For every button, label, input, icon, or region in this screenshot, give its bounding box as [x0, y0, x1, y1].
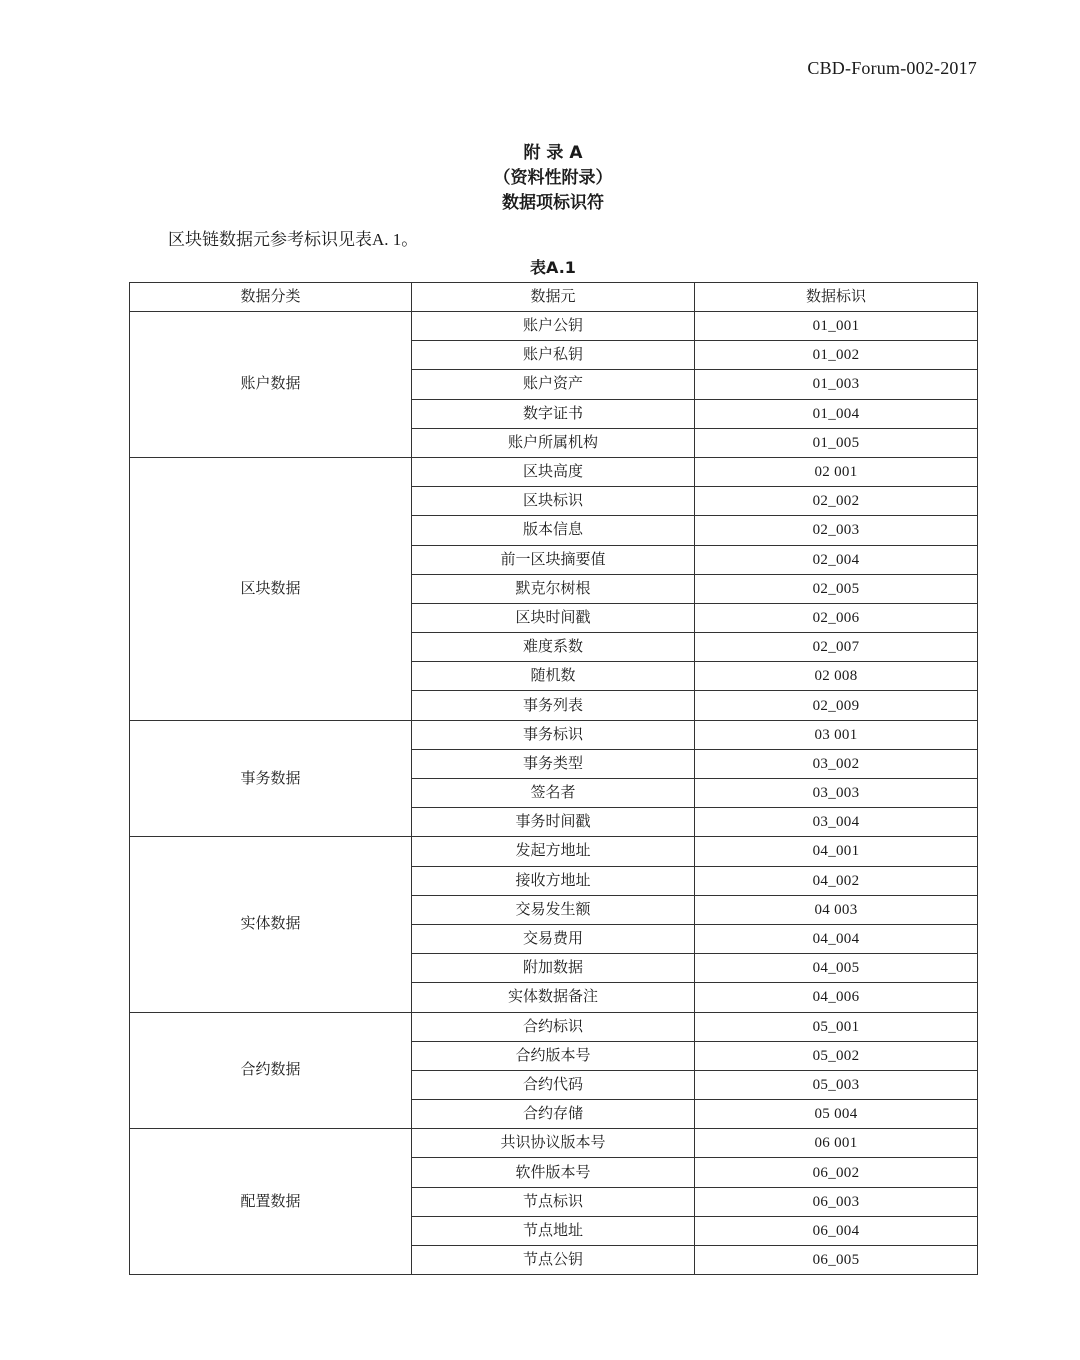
appendix-heading: 数据项标识符 — [502, 193, 604, 213]
data-identifier-cell: 03_004 — [695, 808, 978, 837]
data-element-cell: 事务类型 — [412, 749, 695, 778]
document-id: CBD-Forum-002-2017 — [807, 58, 977, 78]
data-identifier-cell: 05_001 — [695, 1012, 978, 1041]
category-cell: 区块数据 — [130, 457, 412, 720]
table-body — [130, 312, 978, 1275]
data-element-cell: 事务标识 — [412, 720, 695, 749]
data-element-cell: 事务列表 — [412, 691, 695, 720]
table-row — [130, 1129, 978, 1158]
data-element-cell: 节点地址 — [412, 1216, 695, 1245]
appendix-heading-block — [129, 141, 977, 216]
data-element-cell: 区块时间戳 — [412, 603, 695, 632]
data-element-cell: 区块标识 — [412, 487, 695, 516]
data-identifier-cell: 04_001 — [695, 837, 978, 866]
data-identifier-cell: 01_005 — [695, 428, 978, 457]
data-identifier-cell: 02_003 — [695, 516, 978, 545]
category-cell: 实体数据 — [130, 837, 412, 1012]
data-element-cell: 账户公钥 — [412, 312, 695, 341]
column-header-identifier: 数据标识 — [695, 283, 978, 312]
table-caption: 表A.1 — [530, 258, 576, 277]
data-identifier-cell: 04 003 — [695, 895, 978, 924]
data-identifier-cell: 06_005 — [695, 1246, 978, 1275]
category-cell: 事务数据 — [130, 720, 412, 837]
data-element-cell: 事务时间戳 — [412, 808, 695, 837]
data-identifier-cell: 03_002 — [695, 749, 978, 778]
category-cell: 账户数据 — [130, 312, 412, 458]
data-element-cell: 节点标识 — [412, 1187, 695, 1216]
data-identifier-cell: 01_004 — [695, 399, 978, 428]
data-identifier-cell: 04_006 — [695, 983, 978, 1012]
data-identifier-cell: 01_002 — [695, 341, 978, 370]
data-identifier-cell: 01_001 — [695, 312, 978, 341]
category-cell: 合约数据 — [130, 1012, 412, 1129]
data-element-cell: 合约标识 — [412, 1012, 695, 1041]
data-element-cell: 交易发生额 — [412, 895, 695, 924]
data-element-cell: 交易费用 — [412, 924, 695, 953]
table-row — [130, 1012, 978, 1041]
data-identifier-cell: 02 008 — [695, 662, 978, 691]
data-element-cell: 前一区块摘要值 — [412, 545, 695, 574]
data-element-cell: 附加数据 — [412, 954, 695, 983]
data-element-cell: 难度系数 — [412, 633, 695, 662]
data-identifier-cell: 06_004 — [695, 1216, 978, 1245]
column-header-element: 数据元 — [412, 283, 695, 312]
data-element-cell: 随机数 — [412, 662, 695, 691]
data-identifier-cell: 03 001 — [695, 720, 978, 749]
appendix-title: 附 录 A — [523, 143, 583, 163]
data-identifier-table — [129, 282, 978, 1275]
data-element-cell: 默克尔树根 — [412, 574, 695, 603]
data-identifier-cell: 06_003 — [695, 1187, 978, 1216]
data-identifier-cell: 06 001 — [695, 1129, 978, 1158]
data-identifier-cell: 03_003 — [695, 779, 978, 808]
data-identifier-cell: 02_006 — [695, 603, 978, 632]
data-element-cell: 版本信息 — [412, 516, 695, 545]
data-identifier-cell: 05 004 — [695, 1100, 978, 1129]
data-element-cell: 发起方地址 — [412, 837, 695, 866]
data-identifier-cell: 02_009 — [695, 691, 978, 720]
data-element-cell: 合约存储 — [412, 1100, 695, 1129]
data-element-cell: 软件版本号 — [412, 1158, 695, 1187]
data-identifier-cell: 05_003 — [695, 1070, 978, 1099]
data-element-cell: 节点公钥 — [412, 1246, 695, 1275]
data-identifier-cell: 02_002 — [695, 487, 978, 516]
data-element-cell: 签名者 — [412, 779, 695, 808]
data-identifier-cell: 05_002 — [695, 1041, 978, 1070]
data-element-cell: 账户所属机构 — [412, 428, 695, 457]
data-identifier-cell: 04_004 — [695, 924, 978, 953]
data-element-cell: 区块高度 — [412, 457, 695, 486]
data-element-cell: 合约代码 — [412, 1070, 695, 1099]
data-element-cell: 实体数据备注 — [412, 983, 695, 1012]
table-row — [130, 720, 978, 749]
data-element-cell: 合约版本号 — [412, 1041, 695, 1070]
data-identifier-cell: 06_002 — [695, 1158, 978, 1187]
table-row — [130, 837, 978, 866]
category-cell: 配置数据 — [130, 1129, 412, 1275]
data-identifier-cell: 04_002 — [695, 866, 978, 895]
table-row — [130, 312, 978, 341]
data-element-cell: 账户私钥 — [412, 341, 695, 370]
data-identifier-cell: 02_004 — [695, 545, 978, 574]
data-element-cell: 数字证书 — [412, 399, 695, 428]
data-element-cell: 账户资产 — [412, 370, 695, 399]
data-element-cell: 接收方地址 — [412, 866, 695, 895]
column-header-category: 数据分类 — [130, 283, 412, 312]
data-identifier-cell: 04_005 — [695, 954, 978, 983]
data-identifier-cell: 02 001 — [695, 457, 978, 486]
table-row — [130, 457, 978, 486]
data-identifier-cell: 02_007 — [695, 633, 978, 662]
intro-paragraph: 区块链数据元参考标识见表A. 1。 — [168, 230, 419, 249]
data-identifier-cell: 01_003 — [695, 370, 978, 399]
appendix-subtitle: （资料性附录） — [493, 168, 613, 188]
data-identifier-cell: 02_005 — [695, 574, 978, 603]
data-element-cell: 共识协议版本号 — [412, 1129, 695, 1158]
table-header-row — [130, 283, 978, 312]
